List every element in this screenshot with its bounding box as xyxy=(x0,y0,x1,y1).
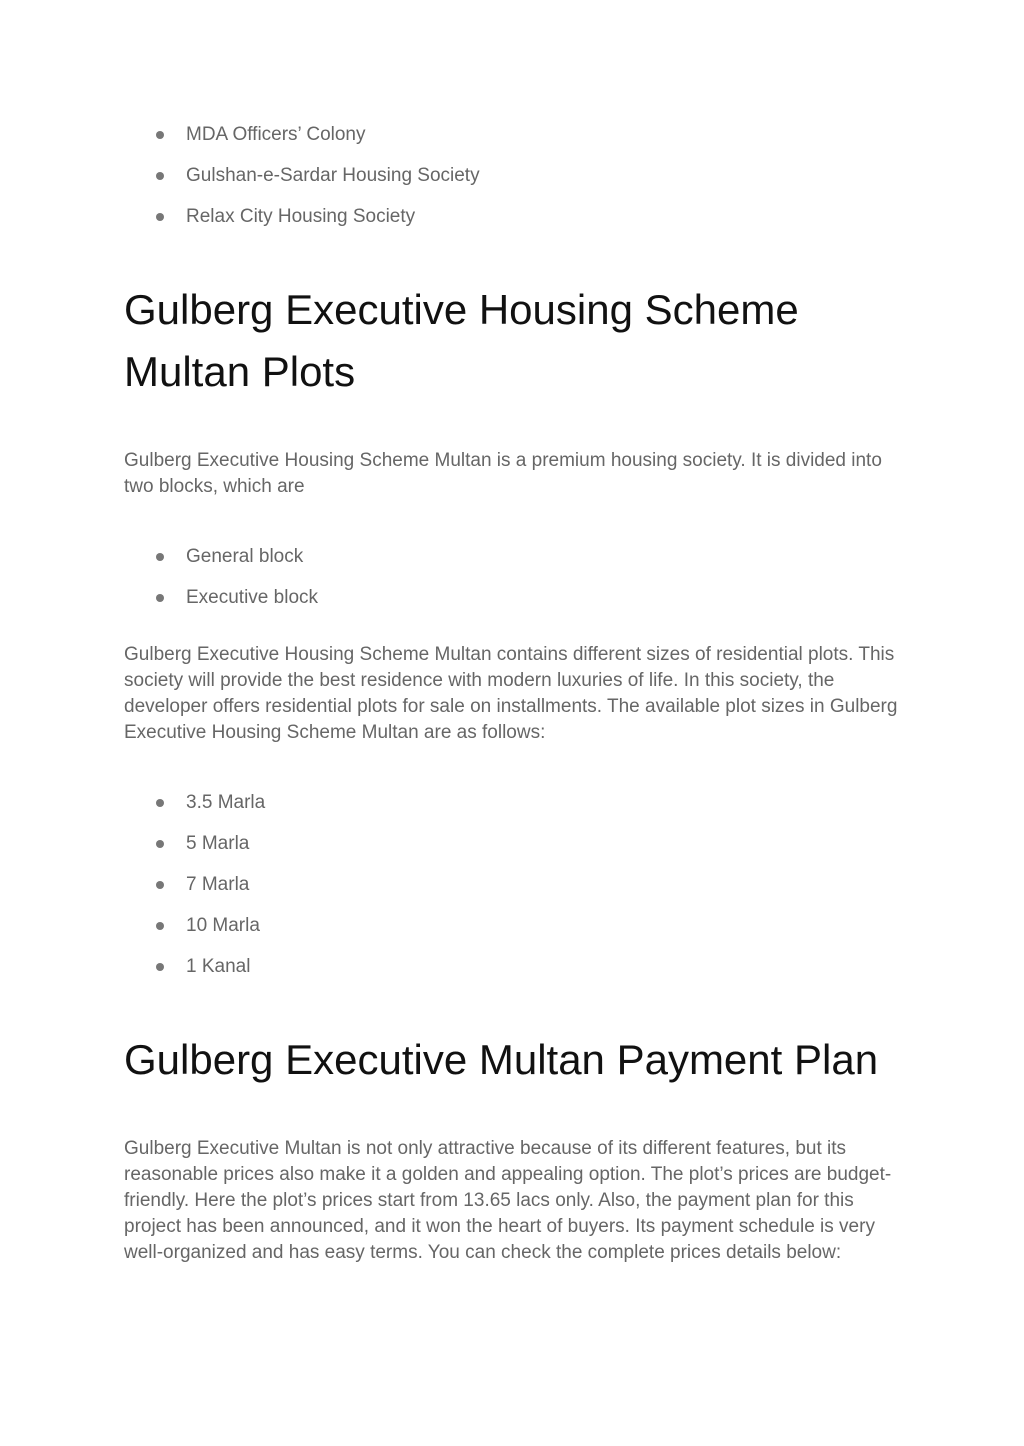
list-item xyxy=(124,914,265,955)
list-item-text: General block xyxy=(186,546,304,567)
list-item-text: 5 Marla xyxy=(186,833,250,854)
list-item-text: Executive block xyxy=(186,587,319,608)
list-item xyxy=(124,955,265,996)
list-item xyxy=(124,164,480,205)
bullet-icon xyxy=(156,799,164,807)
list-item xyxy=(124,123,480,164)
payment-plan-paragraph: Gulberg Executive Multan is not only attractive because of its different features, but its reasonable prices also make it a golden and appealing option. The plot’s prices are budget-friendly. Here the plot’s prices start from 13.65 lacs only. Also, the payment plan for this project has been announced, and it won the heart of buyers. Its payment schedule is very well-organized and has easy terms. You can check the complete prices details below: xyxy=(124,1138,892,1263)
list-item-text: MDA Officers’ Colony xyxy=(186,124,366,145)
list-item xyxy=(124,545,318,586)
list-item-text: 3.5 Marla xyxy=(186,792,266,813)
plot-sizes-paragraph: Gulberg Executive Housing Scheme Multan contains different sizes of residential plots. This society will provide the best residence with modern luxuries of life. In this society, the developer offers residential plots for sale on installments. The available plot sizes in Gulberg Executive Housing Scheme Multan are as follows: xyxy=(124,644,898,743)
list-item-text: Gulshan-e-Sardar Housing Society xyxy=(186,165,480,186)
list-item-text: 10 Marla xyxy=(186,915,260,936)
list-item-text: 7 Marla xyxy=(186,874,250,895)
society-list xyxy=(124,123,480,246)
bullet-icon xyxy=(156,131,164,139)
list-item xyxy=(124,791,265,832)
bullet-icon xyxy=(156,172,164,180)
list-item xyxy=(124,832,265,873)
blocks-list xyxy=(124,545,318,627)
bullet-icon xyxy=(156,213,164,221)
plots-heading: Gulberg Executive Housing Scheme Multan Plots xyxy=(124,286,799,395)
plot-sizes-list xyxy=(124,791,265,996)
bullet-icon xyxy=(156,594,164,602)
list-item xyxy=(124,205,480,246)
list-item xyxy=(124,586,318,627)
list-item xyxy=(124,873,265,914)
plots-intro-paragraph: Gulberg Executive Housing Scheme Multan is a premium housing society. It is divided into two blocks, which are xyxy=(124,450,882,497)
list-item-text: 1 Kanal xyxy=(186,956,251,977)
list-item-text: Relax City Housing Society xyxy=(186,206,416,227)
bullet-icon xyxy=(156,553,164,561)
bullet-icon xyxy=(156,881,164,889)
bullet-icon xyxy=(156,963,164,971)
bullet-icon xyxy=(156,840,164,848)
bullet-icon xyxy=(156,922,164,930)
payment-plan-heading: Gulberg Executive Multan Payment Plan xyxy=(124,1036,879,1083)
